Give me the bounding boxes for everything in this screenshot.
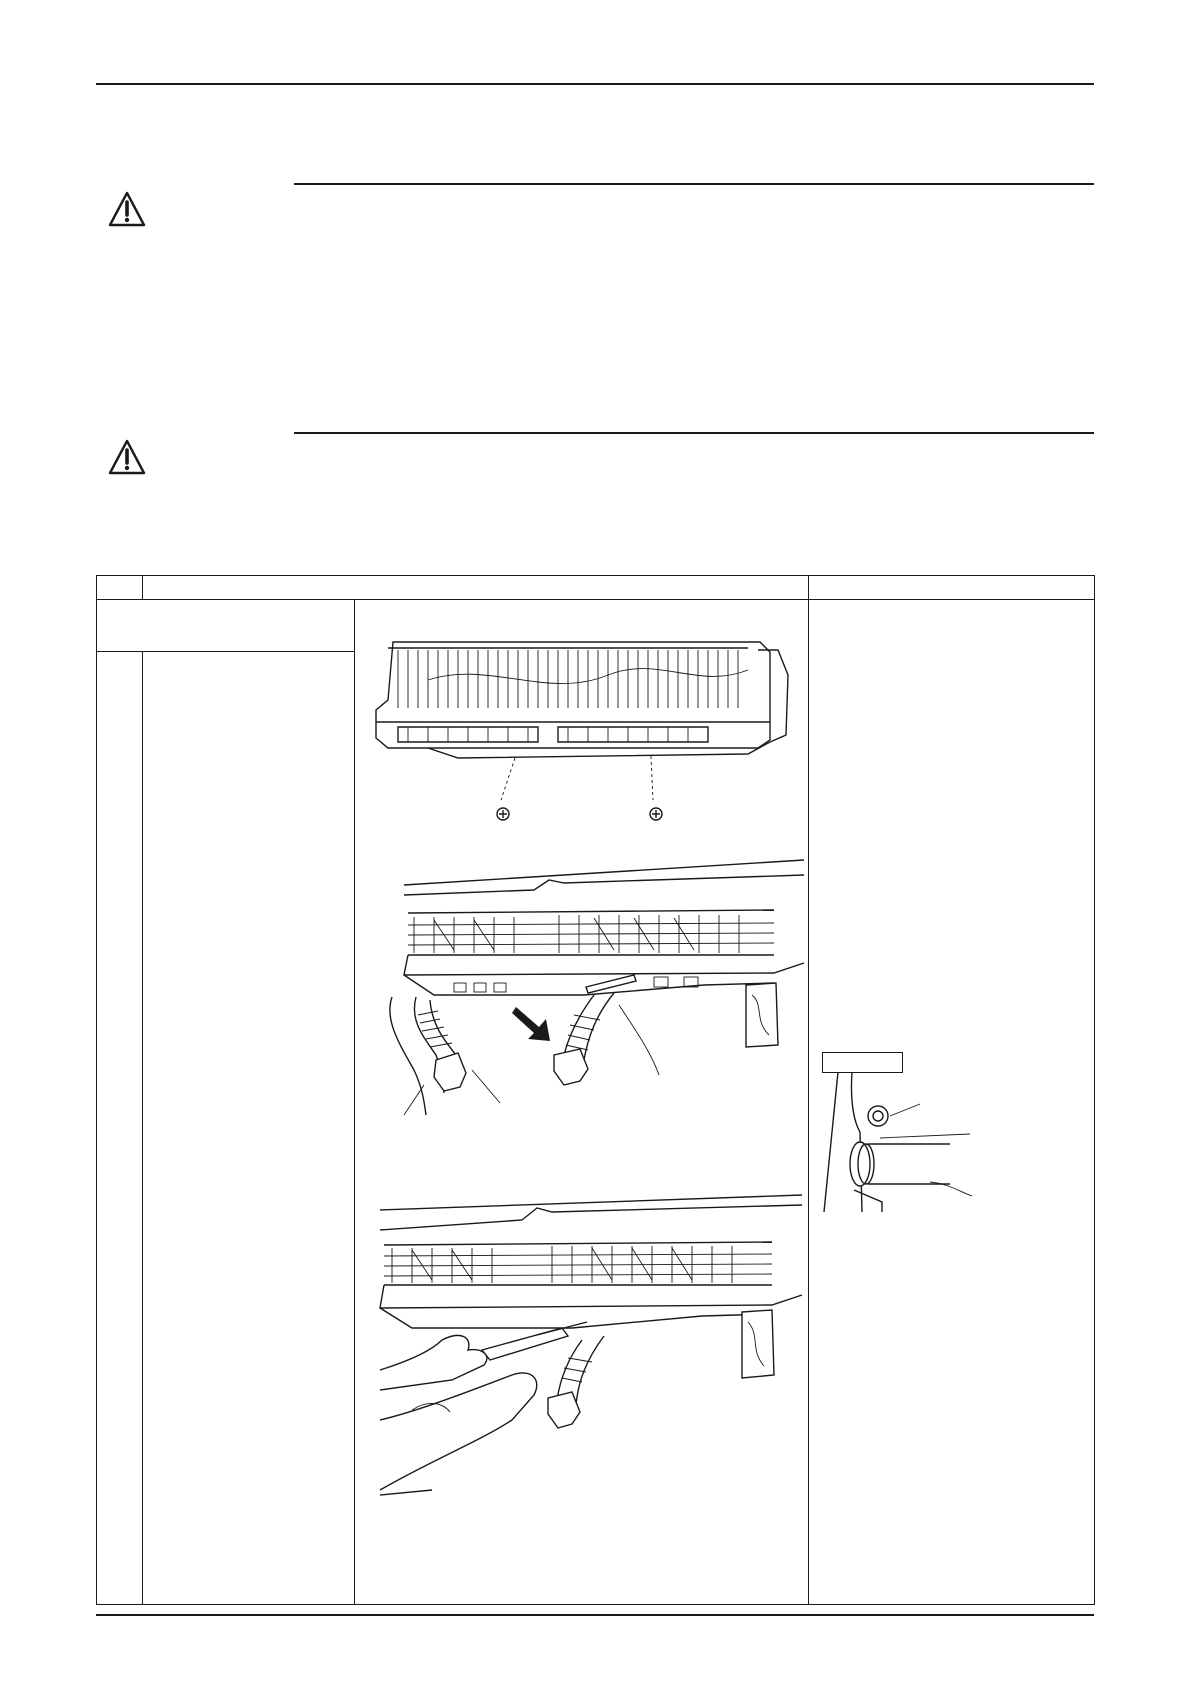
screw-left	[497, 808, 509, 820]
header-rule	[96, 83, 1094, 85]
caution-rule-2	[294, 432, 1094, 434]
figure-drain-hose-removal	[374, 855, 806, 1145]
step-text-cell	[143, 652, 355, 1605]
figure-pipe-detail	[820, 1072, 990, 1212]
procedure-title-cell	[97, 600, 355, 652]
screw-right	[650, 808, 662, 820]
header-points	[809, 576, 1095, 600]
figure-indoor-unit-screws	[368, 630, 800, 830]
detail-label-box	[822, 1052, 903, 1073]
figure-pipe-wrench-disconnect	[372, 1190, 804, 1510]
header-procedure	[143, 576, 809, 600]
header-step-no	[97, 576, 143, 600]
warning-triangle-icon	[107, 438, 147, 476]
footer-rule	[96, 1614, 1094, 1616]
warning-triangle-icon	[107, 190, 147, 228]
caution-rule-1	[294, 183, 1094, 185]
step-number-cell	[97, 652, 143, 1605]
